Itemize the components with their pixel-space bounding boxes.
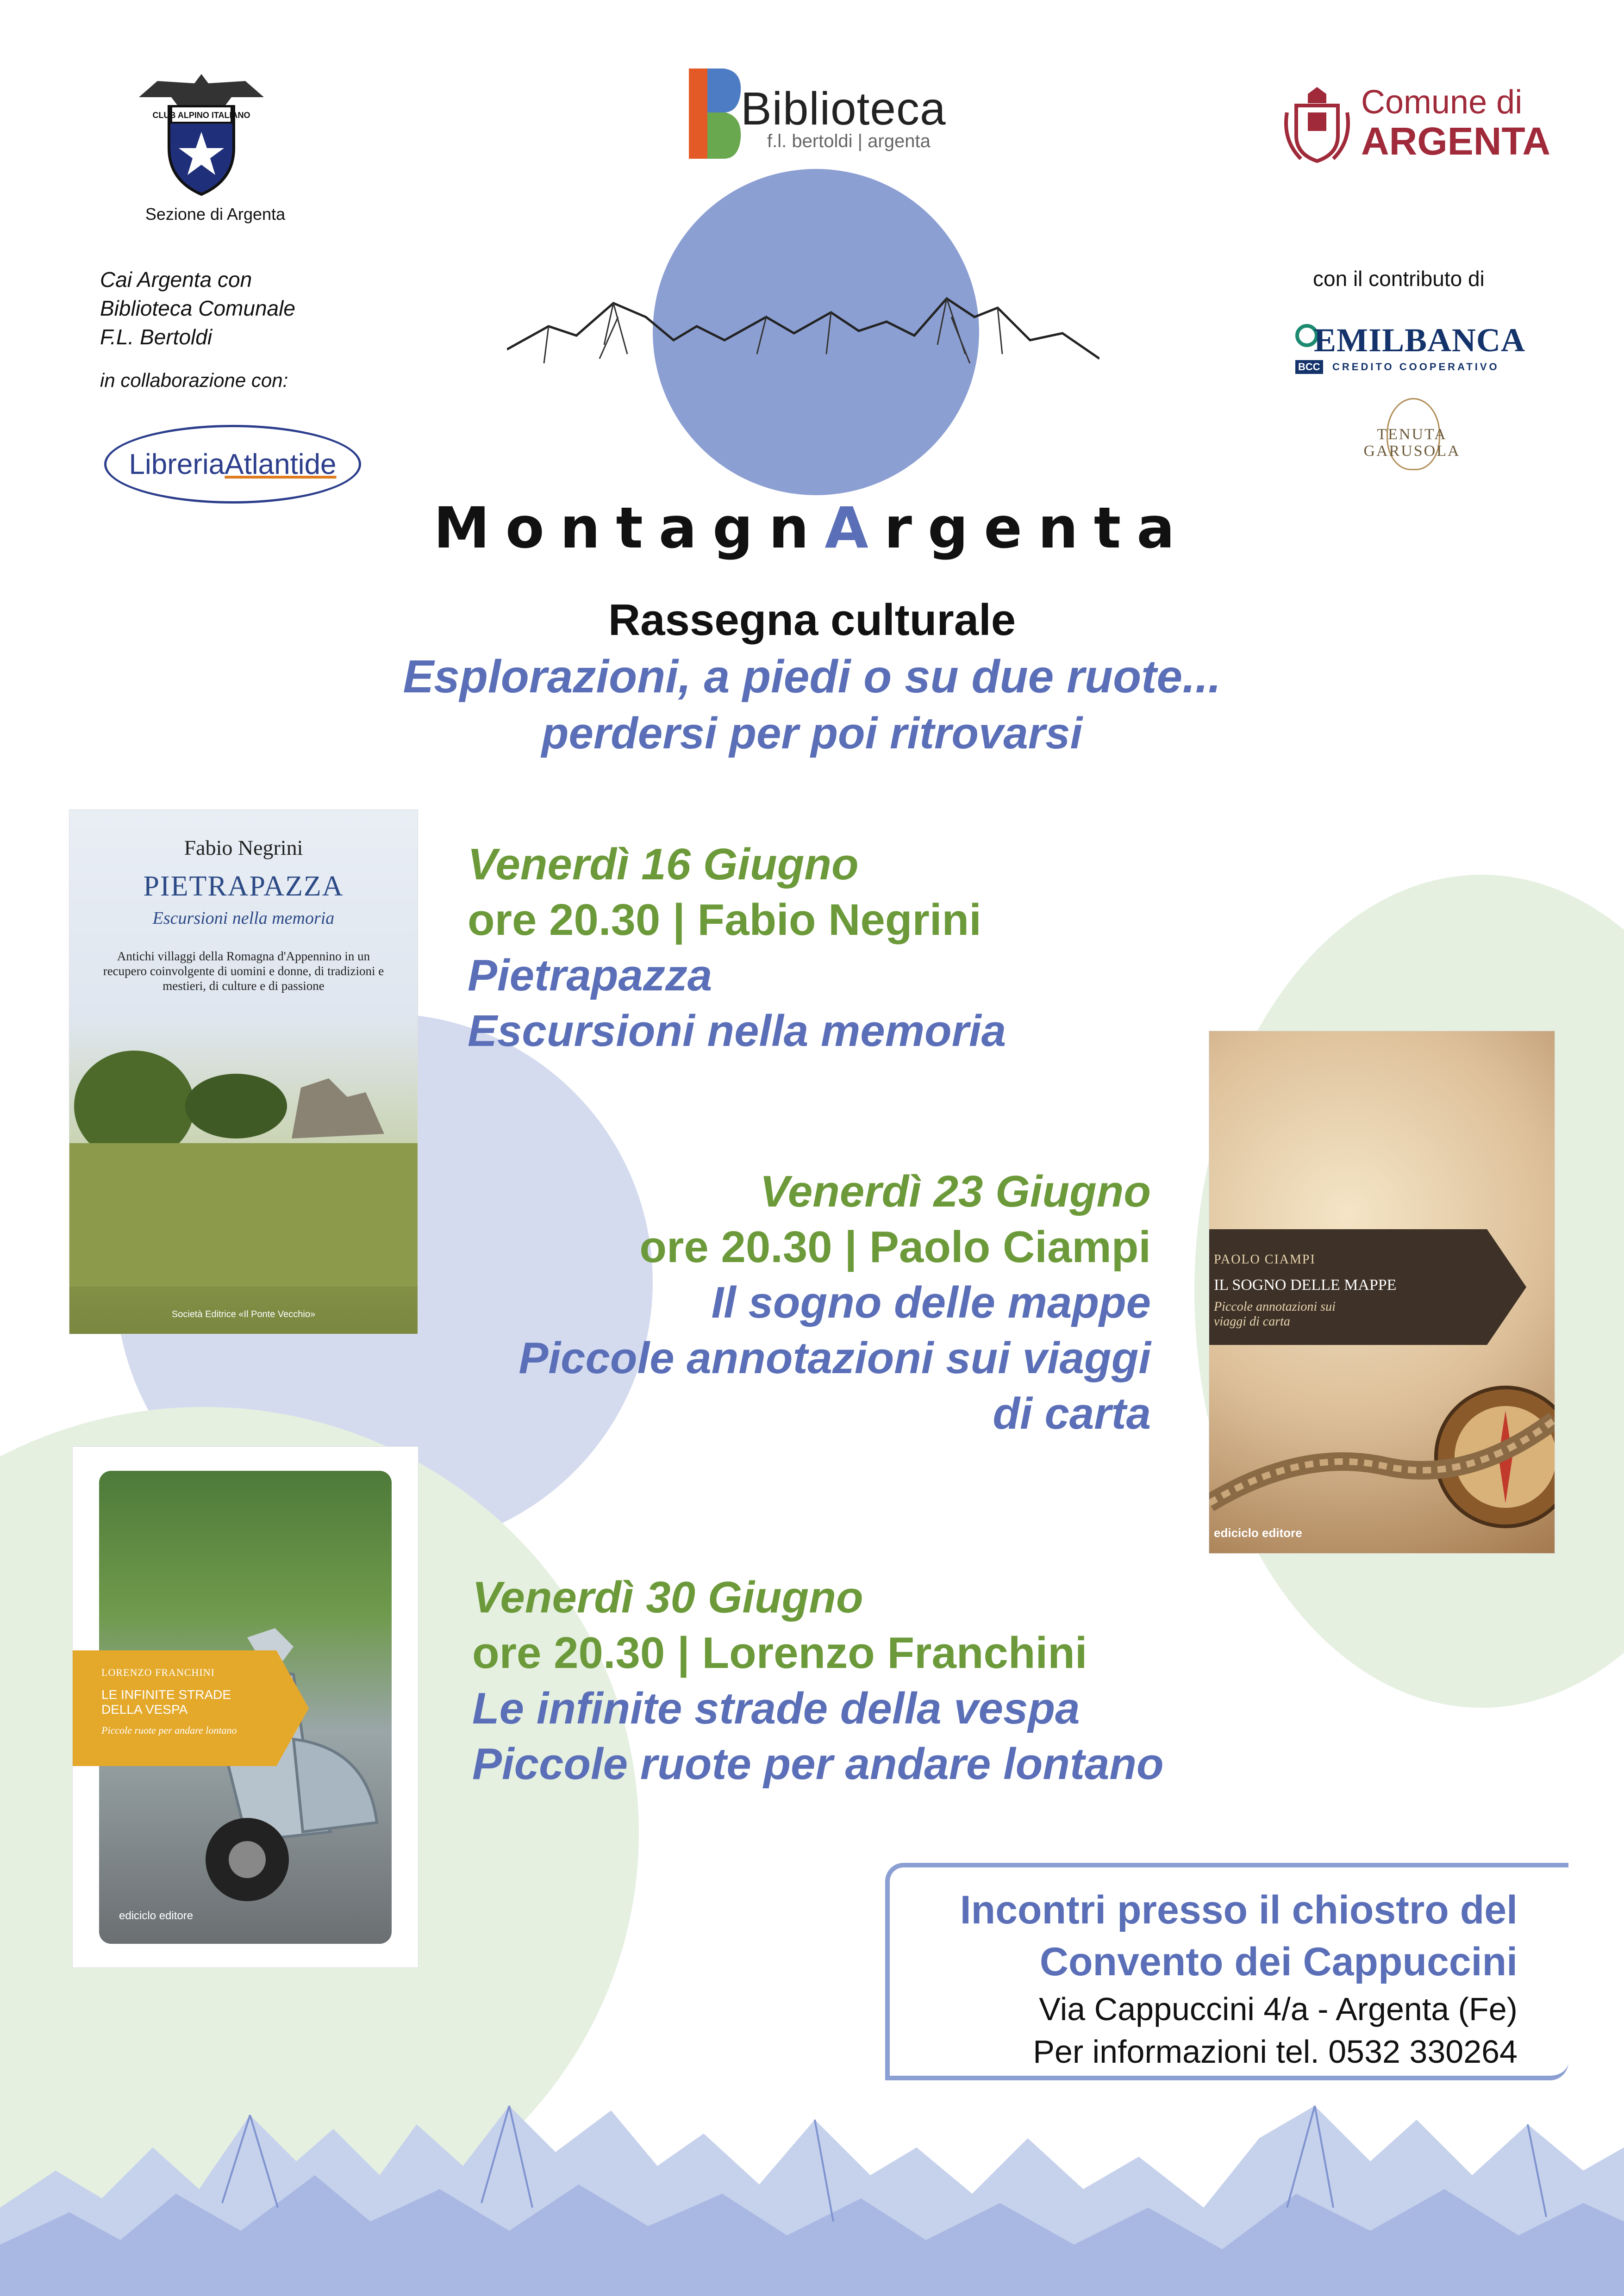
comune-crest-icon	[1282, 85, 1352, 163]
cover3-publisher: ediciclo editore	[119, 1910, 194, 1922]
event-3	[472, 1570, 1164, 1792]
svg-text:CLUB ALPINO ITALIANO: CLUB ALPINO ITALIANO	[152, 111, 250, 120]
comune-line1: Comune di	[1361, 84, 1523, 121]
info-line-1: Incontri presso il chiostro del	[960, 1888, 1518, 1932]
event-title	[0, 495, 1624, 561]
event2-book-subtitle-1: Piccole annotazioni sui viaggi	[518, 1333, 1151, 1383]
event2-date: Venerdì 23 Giugno	[760, 1167, 1151, 1216]
info-line-3: Via Cappuccini 4/a - Argenta (Fe)	[1039, 1991, 1518, 2027]
book-cover-strade-vespa	[73, 1447, 418, 1967]
biblioteca-name: Biblioteca	[741, 83, 946, 135]
tenuta-line2: GARUSOLA	[1363, 442, 1461, 460]
info-box	[885, 1863, 1568, 2080]
cover1-title: PIETRAPAZZA	[143, 871, 344, 902]
event2-book-subtitle-2: di carta	[993, 1389, 1151, 1438]
emilbanca-sub: CREDITO COOPERATIVO	[1332, 361, 1499, 373]
event3-date: Venerdì 30 Giugno	[472, 1573, 863, 1622]
event3-book-title: Le infinite strade della vespa	[472, 1684, 1080, 1733]
cover2-author: PAOLO CIAMPI	[1214, 1252, 1316, 1267]
emilbanca-logo	[1295, 324, 1536, 380]
event3-time-author: ore 20.30 | Lorenzo Franchini	[472, 1628, 1087, 1678]
cover2-subtitle: Piccole annotazioni sui viaggi di carta	[1214, 1300, 1336, 1329]
organizer-text	[100, 265, 295, 351]
cover2-banner-arrow	[1487, 1229, 1526, 1345]
event2-book-title: Il sogno delle mappe	[711, 1278, 1151, 1327]
event1-book-subtitle: Escursioni nella memoria	[468, 1006, 1006, 1056]
cover2-rope-icon	[1209, 1392, 1555, 1531]
cover1-author: Fabio Negrini	[184, 836, 303, 859]
libreria-part1: Libreria	[129, 448, 225, 480]
cover3-author: LORENZO FRANCHINI	[101, 1667, 215, 1678]
event2-time-author: ore 20.30 | Paolo Ciampi	[639, 1222, 1151, 1272]
event1-time-author: ore 20.30 | Fabio Negrini	[468, 895, 981, 945]
biblioteca-sub: f.l. bertoldi | argenta	[767, 131, 931, 151]
event3-book-subtitle: Piccole ruote per andare lontano	[472, 1739, 1164, 1789]
organizer-line-1: Cai Argenta con	[100, 268, 252, 292]
contrib-label: con il contributo di	[1313, 267, 1485, 291]
event-2	[518, 1164, 1151, 1442]
info-line-4: Per informazioni tel. 0532 330264	[1033, 2034, 1518, 2070]
mountain-sketch-icon	[507, 289, 1099, 386]
cai-caption: Sezione di Argenta	[145, 205, 286, 224]
cover1-publisher: Società Editrice «Il Ponte Vecchio»	[171, 1309, 316, 1319]
cover1-subtitle: Escursioni nella memoria	[152, 908, 335, 928]
comune-text	[1361, 86, 1550, 161]
event1-date: Venerdì 16 Giugno	[468, 840, 859, 889]
tagline-1: Esplorazioni, a piedi o su due ruote...	[403, 651, 1221, 703]
cover3-title: LE INFINITE STRADE DELLA VESPA	[101, 1687, 231, 1717]
libreria-part2: Atlantide	[225, 448, 337, 480]
comune-line2: ARGENTA	[1361, 119, 1551, 163]
cover2-title: IL SOGNO DELLE MAPPE	[1214, 1276, 1397, 1294]
cover3-subtitle: Piccole ruote per andare lontano	[101, 1724, 237, 1736]
info-line-2: Convento dei Cappuccini	[1039, 1940, 1518, 1984]
book-cover-sogno-mappe	[1209, 1031, 1555, 1553]
cover1-blurb: Antichi villaggi della Romagna d'Appennino in un recupero coinvolgente di uomini e donne, di tradizioni e mestieri, di culture e di passione	[103, 949, 384, 993]
cover1-landscape-icon	[69, 1027, 418, 1287]
book-cover-pietrapazza	[69, 810, 418, 1334]
tagline-2: perdersi per poi ritrovarsi	[541, 709, 1083, 758]
biblioteca-logo-icon	[689, 68, 742, 159]
mountains-footer	[0, 2055, 1624, 2296]
cover3-banner-arrow	[276, 1650, 309, 1766]
libreria-atlantide-logo	[104, 425, 361, 504]
collab-label: in collaborazione con:	[100, 369, 288, 391]
organizer-line-3: F.L. Bertoldi	[100, 325, 212, 349]
emilbanca-bcc-badge: BCC	[1295, 360, 1323, 374]
cover2-publisher: ediciclo editore	[1214, 1526, 1302, 1540]
emilbanca-name: EMILBANCA	[1314, 322, 1526, 359]
title-part1: Montagn	[433, 495, 825, 561]
tenuta-garusola-logo	[1359, 398, 1470, 504]
event-1	[468, 837, 1006, 1059]
event1-book-title: Pietrapazza	[468, 951, 712, 1000]
subtitle: Rassegna culturale	[608, 595, 1016, 645]
title-part2: A	[824, 495, 884, 561]
tenuta-line1: TENUTA	[1377, 426, 1447, 443]
organizer-line-2: Biblioteca Comunale	[100, 296, 295, 320]
title-part3: rgenta	[884, 495, 1191, 561]
cai-emblem-icon	[139, 69, 264, 199]
